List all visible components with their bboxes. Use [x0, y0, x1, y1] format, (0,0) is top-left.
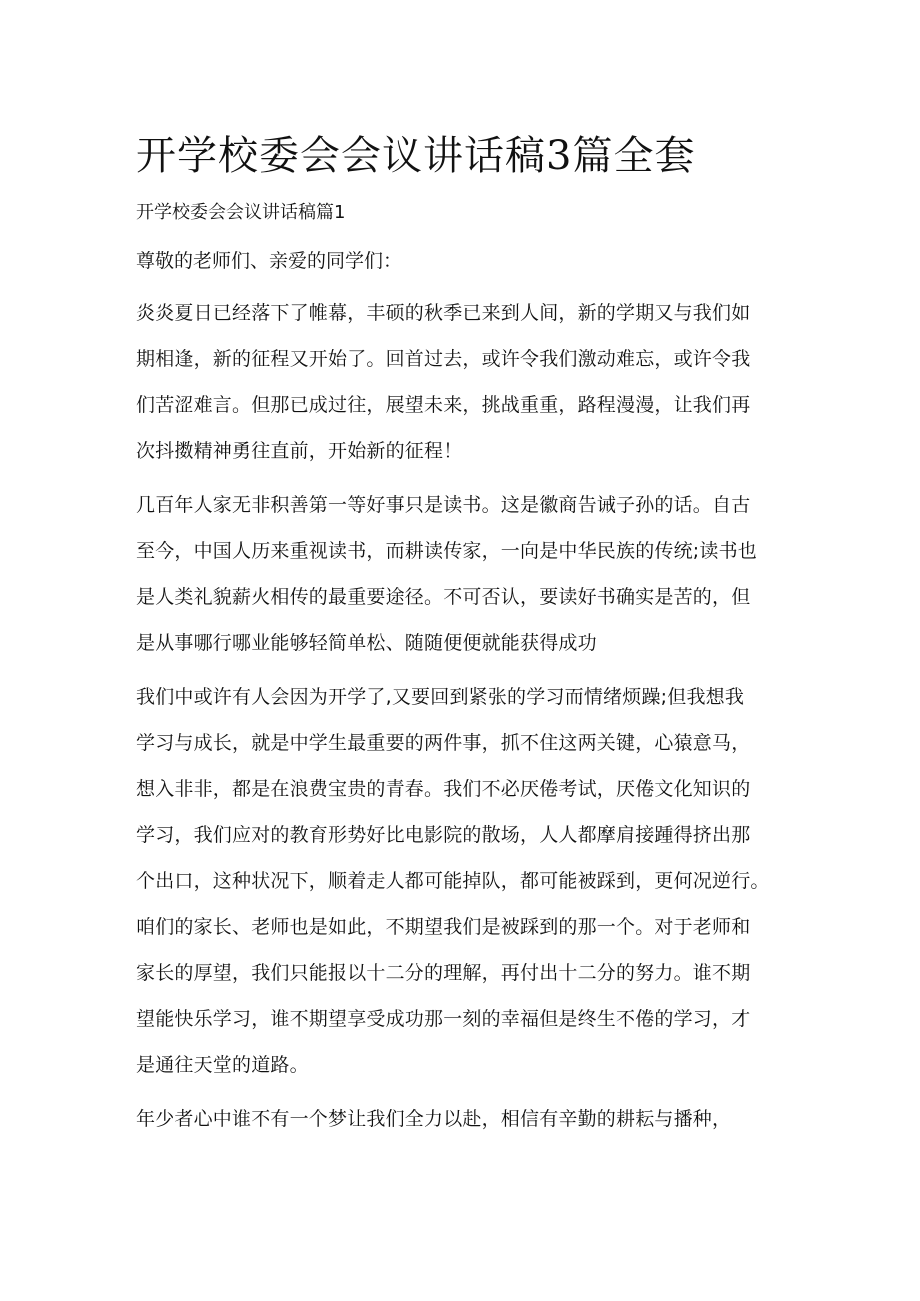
text-line: 咱们的家长、老师也是如此，不期望我们是被踩到的那一个。对于老师和	[136, 916, 751, 938]
text-line: 至今，中国人历来重视读书，而耕读传家，一向是中华民族的传统;读书也	[136, 540, 758, 562]
text-line: 家长的厚望，我们只能报以十二分的理解，再付出十二分的努力。谁不期	[136, 962, 751, 984]
text-line: 次抖擞精神勇往直前，开始新的征程！	[136, 440, 463, 462]
paragraph-1	[136, 290, 796, 474]
text-line: 是从事哪行哪业能够轻简单松、随随便便就能获得成功	[136, 632, 597, 654]
text-line: 几百年人家无非积善第一等好事只是读书。这是徽商告诫子孙的话。自古	[136, 494, 751, 516]
text-line: 炎炎夏日已经落下了帷幕，丰硕的秋季已来到人间，新的学期又与我们如	[136, 302, 751, 324]
text-line: 学习与成长，就是中学生最重要的两件事，抓不住这两关键，心猿意马，	[136, 732, 751, 754]
text-line: 我们中或许有人会因为开学了,又要回到紧张的学习而情绪烦躁;但我想我	[136, 686, 745, 708]
paragraph-3	[136, 674, 796, 1088]
text-line: 们苦涩难言。但那已成过往，展望未来，挑战重重，路程漫漫，让我们再	[136, 394, 751, 416]
speech-body	[136, 290, 796, 1150]
text-line: 望能快乐学习，谁不期望享受成功那一刻的幸福但是终生不倦的学习，才	[136, 1008, 751, 1030]
text-line: 是通往天堂的道路。	[136, 1054, 309, 1076]
text-line: 学习，我们应对的教育形势好比电影院的散场，人人都摩肩接踵得挤出那	[136, 824, 751, 846]
text-line: 是人类礼貌薪火相传的最重要途径。不可否认，要读好书确实是苦的，但	[136, 586, 751, 608]
text-line: 年少者心中谁不有一个梦让我们全力以赴，相信有辛勤的耕耘与播种，	[136, 1108, 732, 1130]
text-line: 个出口，这种状况下，顺着走人都可能掉队，都可能被踩到，更何况逆行。	[136, 870, 770, 892]
text-line: 想入非非，都是在浪费宝贵的青春。我们不必厌倦考试，厌倦文化知识的	[136, 778, 751, 800]
paragraph-4	[136, 1096, 796, 1142]
paragraph-2	[136, 482, 796, 666]
section-heading: 开学校委会会议讲话稿篇1	[136, 202, 346, 223]
text-line: 期相逢，新的征程又开始了。回首过去，或许令我们激动难忘，或许令我	[136, 348, 751, 370]
document-title: 开学校委会会议讲话稿3篇全套	[136, 133, 696, 179]
speech-greeting: 尊敬的老师们、亲爱的同学们：	[136, 250, 403, 272]
